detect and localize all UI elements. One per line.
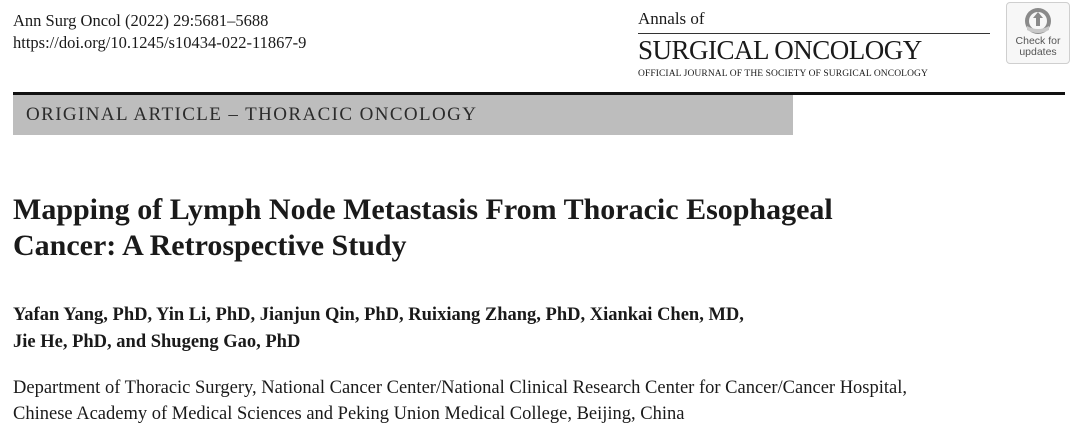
article-title <box>13 192 1063 264</box>
check-for-updates-icon <box>1023 6 1053 36</box>
journal-official-line: OFFICIAL JOURNAL OF THE SOCIETY OF SURGICAL ONCOLOGY <box>638 69 928 79</box>
author-list <box>13 302 1063 356</box>
section-label: ORIGINAL ARTICLE – THORACIC ONCOLOGY <box>26 104 478 125</box>
title-line-1: Mapping of Lymph Node Metastasis From Thoracic Esophageal <box>13 193 833 226</box>
check-for-updates-label-2: updates <box>1019 46 1057 58</box>
doi-link[interactable]: https://doi.org/10.1245/s10434-022-11867-9 <box>13 33 307 52</box>
check-for-updates-label: Check for <box>1015 35 1061 47</box>
title-line-2: Cancer: A Retrospective Study <box>13 229 407 262</box>
section-banner <box>13 95 793 135</box>
affiliation <box>13 375 1073 427</box>
affiliation-line-2: Chinese Academy of Medical Sciences and Peking Union Medical College, Beijing, China <box>13 404 685 424</box>
authors-line-2: Jie He, PhD, and Shugeng Gao, PhD <box>13 332 301 352</box>
journal-name: SURGICAL ONCOLOGY <box>638 35 922 65</box>
affiliation-line-1: Department of Thoracic Surgery, National Cancer Center/National Clinical Research Center for Cancer/Cancer Hospital, <box>13 378 908 398</box>
journal-masthead <box>638 9 990 80</box>
journal-annals-of: Annals of <box>638 9 705 28</box>
check-for-updates-button[interactable] <box>1006 2 1070 64</box>
citation-block <box>13 10 306 54</box>
journal-reference: Ann Surg Oncol (2022) 29:5681–5688 <box>13 11 269 30</box>
masthead-rule <box>638 33 990 34</box>
authors-line-1: Yafan Yang, PhD, Yin Li, PhD, Jianjun Qin, PhD, Ruixiang Zhang, PhD, Xiankai Chen, MD, <box>13 305 744 325</box>
